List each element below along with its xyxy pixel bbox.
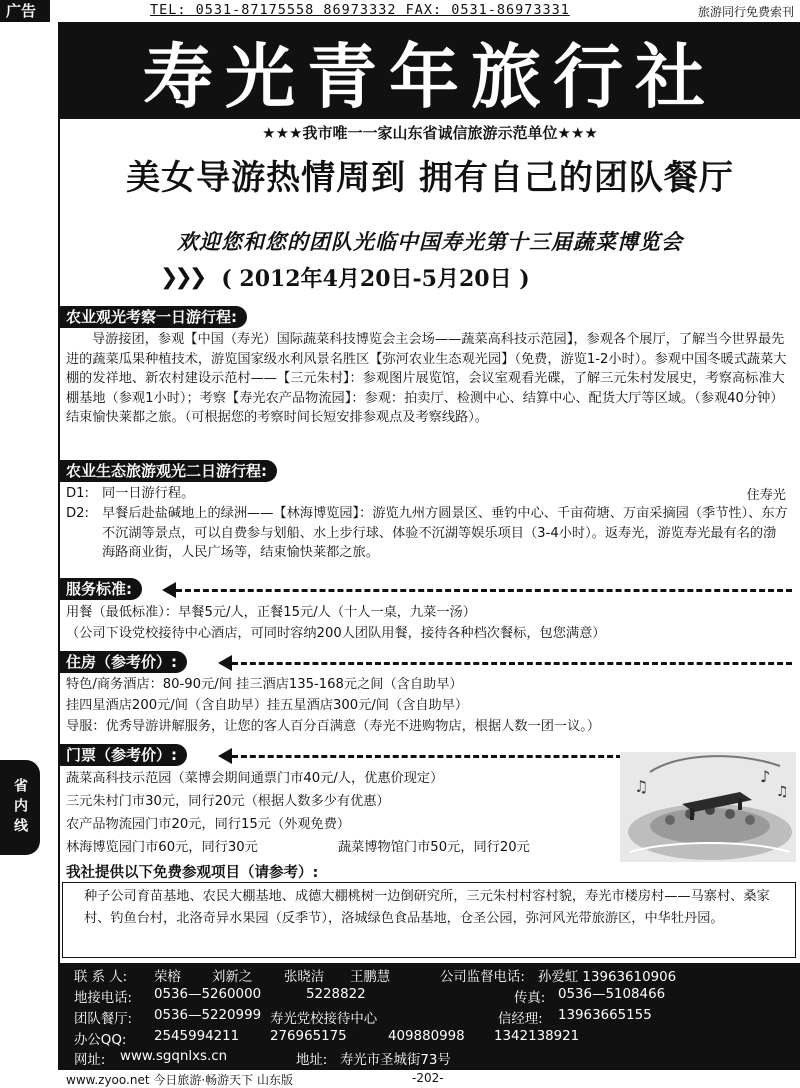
section-lodging-title: 住房（参考价）: <box>60 651 187 673</box>
fax-number: 0536—5108466 <box>558 987 666 1002</box>
date-range: ( 2012年4月20日-5月20日 ) <box>221 265 530 292</box>
brand-name: 寿光青年旅行社 <box>143 35 717 118</box>
invite-line: 欢迎您和您的团队光临中国寿光第十三届蔬菜博览会 <box>177 229 683 254</box>
contact-person: 张晓洁 <box>284 970 325 985</box>
qq-label: 办公QQ: <box>74 1033 127 1048</box>
section-service-title: 服务标准: <box>60 578 142 600</box>
web-url: www.sgqnlxs.cn <box>120 1049 228 1064</box>
arrow-left-icon <box>162 582 176 598</box>
group-name: 寿光党校接待中心 <box>270 1012 378 1027</box>
dashed-arrow <box>176 589 792 592</box>
contact-person: 刘新之 <box>212 970 253 985</box>
free-visit-body: 种子公司育苗基地、农民大棚基地、成德大棚桃树一边倒研究所，三元朱村村容村貌，寿光市楼房村——马寨村、桑家村、钓鱼台村，北洛奇异水果园（反季节），洛城绿色食品基地，仓圣公园，弥河风光带旅游区，中华牡丹园。 <box>84 889 770 926</box>
people-label: 联 系 人: <box>74 970 128 985</box>
service-line-1: 用餐（最低标准）：早餐5元/人，正餐15元/人（十人一桌，九菜一汤） <box>66 605 476 620</box>
manager-label: 信经理: <box>498 1012 543 1027</box>
contact-person: 王鹏慧 <box>350 970 391 985</box>
ad-tag: 广告 <box>0 0 50 22</box>
supervise-label: 公司监督电话: <box>440 970 525 985</box>
headline: 美女导游热情周到 拥有自己的团队餐厅 <box>126 158 734 198</box>
day2-row <box>66 504 788 563</box>
day1-row <box>66 484 788 504</box>
contact-person: 荣榕 <box>154 970 181 985</box>
tickets-line-1: 蔬菜高科技示范园（菜博会期间通票门市40元/人，优惠价现定） <box>66 771 444 786</box>
top-strip <box>0 0 800 22</box>
arrow-left-icon <box>218 748 232 764</box>
section-one-day-title: 农业观光考察一日游行程: <box>60 306 247 328</box>
manager-phone: 13963665155 <box>558 1008 652 1023</box>
index-tag: 旅游同行免费索刊 <box>697 5 794 19</box>
dashed-arrow <box>232 755 622 758</box>
footer <box>62 1070 800 1088</box>
fax-label: 传真: <box>514 991 546 1006</box>
qq-number: 409880998 <box>388 1029 465 1044</box>
dashed-arrow <box>232 662 792 665</box>
piano-stage-illustration <box>620 752 796 862</box>
lodging-line-2: 挂四星酒店200元/间（含自助早）挂五星酒店300元/间（含自助早） <box>66 698 469 713</box>
group-label: 团队餐厅: <box>74 1012 133 1027</box>
group-phone: 0536—5220999 <box>154 1008 262 1023</box>
tickets-line-4b: 蔬菜博物馆门市50元，同行20元 <box>338 840 530 855</box>
supervise-phone: 孙爱虹 13963610906 <box>538 970 677 985</box>
chevrons-icon: ❯❯❯ <box>160 264 204 290</box>
page-number: -202- <box>412 1071 444 1085</box>
side-tag: 省内线 <box>0 760 40 855</box>
day1-label: D1: <box>66 486 89 501</box>
address-label: 地址: <box>296 1053 328 1068</box>
svg-text:♪: ♪ <box>760 767 771 786</box>
day2-label: D2: <box>66 506 89 521</box>
web-label: 网址: <box>74 1053 106 1068</box>
day1-text: 同一日游行程。 <box>102 486 195 501</box>
qq-number: 1342138921 <box>494 1029 580 1044</box>
qq-number: 276965175 <box>270 1029 347 1044</box>
day1-stay: 住寿光 <box>746 488 786 503</box>
lodging-line-1: 特色/商务酒店：80-90元/间 挂三酒店135-168元之间（含自助早） <box>66 677 463 692</box>
arrow-left-icon <box>218 655 232 671</box>
local-phone-1: 0536—5260000 <box>154 987 262 1002</box>
header-contact: TEL: 0531-87175558 86973332 FAX: 0531-86973331 <box>150 2 570 18</box>
svg-text:♫: ♫ <box>776 784 789 800</box>
lodging-line-3: 导服：优秀导游讲解服务，让您的客人百分百满意（寿光不进购物店，根据人数一团一议。） <box>66 719 601 734</box>
one-day-body: 导游接团，参观【中国（寿光）国际蔬菜科技博览会主会场——蔬菜高科技示范园】，参观各个展厅，了解当今世界最先进的蔬菜瓜果种植技术，游览国家级水利风景名胜区【弥河农业生态观光园】（免费，游览1-2小时）。参观中国冬暖式蔬菜大棚的发祥地、新农村建设示范村——【三元朱村】：参观图片展览馆，会议室观看光碟，了解三元朱村发展史，考察高标准大棚基地（参观1小时）；考察【寿光农产品物流园】：参观：拍卖厅、检测中心、结算中心、配货大厅等区域。（参观40分钟）结束愉快莱都之旅。（可根据您的考察时间长短安排参观点及考察线路）。 <box>66 332 787 425</box>
date-row <box>160 262 530 292</box>
free-visit-title: 我社提供以下免费参观项目（请参考）: <box>66 865 319 881</box>
footer-site: www.zyoo.net 今日旅游·畅游天下 山东版 <box>66 1073 293 1087</box>
service-line-2: （公司下设党校接待中心酒店，可同时容纳200人团队用餐，接待各种档次餐标，包您满意） <box>66 626 606 641</box>
local-label: 地接电话: <box>74 991 133 1006</box>
day2-text: 早餐后赴盐碱地上的绿洲——【林海博览园】：游览九州方圆景区、垂钓中心、千亩荷塘、万亩采摘园（季节性）、东方不沉湖等景点，可以自费参与划船、水上步行球、体验不沉湖等娱乐项目（3-4小时）。返寿光，游览寿光最有名的渤海路商业街，人民广场等，结束愉快莱都之旅。 <box>102 506 788 560</box>
contact-block <box>60 963 800 1070</box>
qq-number: 2545994211 <box>154 1029 240 1044</box>
local-phone-2: 5228822 <box>306 987 366 1002</box>
section-tickets-title: 门票（参考价）: <box>60 744 187 766</box>
tickets-line-2: 三元朱村门市30元，同行20元（根据人数多少有优惠） <box>66 794 390 809</box>
tickets-line-3: 农产品物流园门市20元，同行15元（外观免费） <box>66 817 351 832</box>
address: 寿光市圣城街73号 <box>340 1053 451 1068</box>
tickets-line-4a: 林海博览园门市60元，同行30元 <box>66 840 258 855</box>
brand-banner <box>60 23 800 119</box>
section-two-day-title: 农业生态旅游观光二日游行程: <box>60 460 277 482</box>
svg-text:♫: ♫ <box>634 777 649 796</box>
tagline: ★★★我市唯一一家山东省诚信旅游示范单位★★★ <box>262 124 598 142</box>
